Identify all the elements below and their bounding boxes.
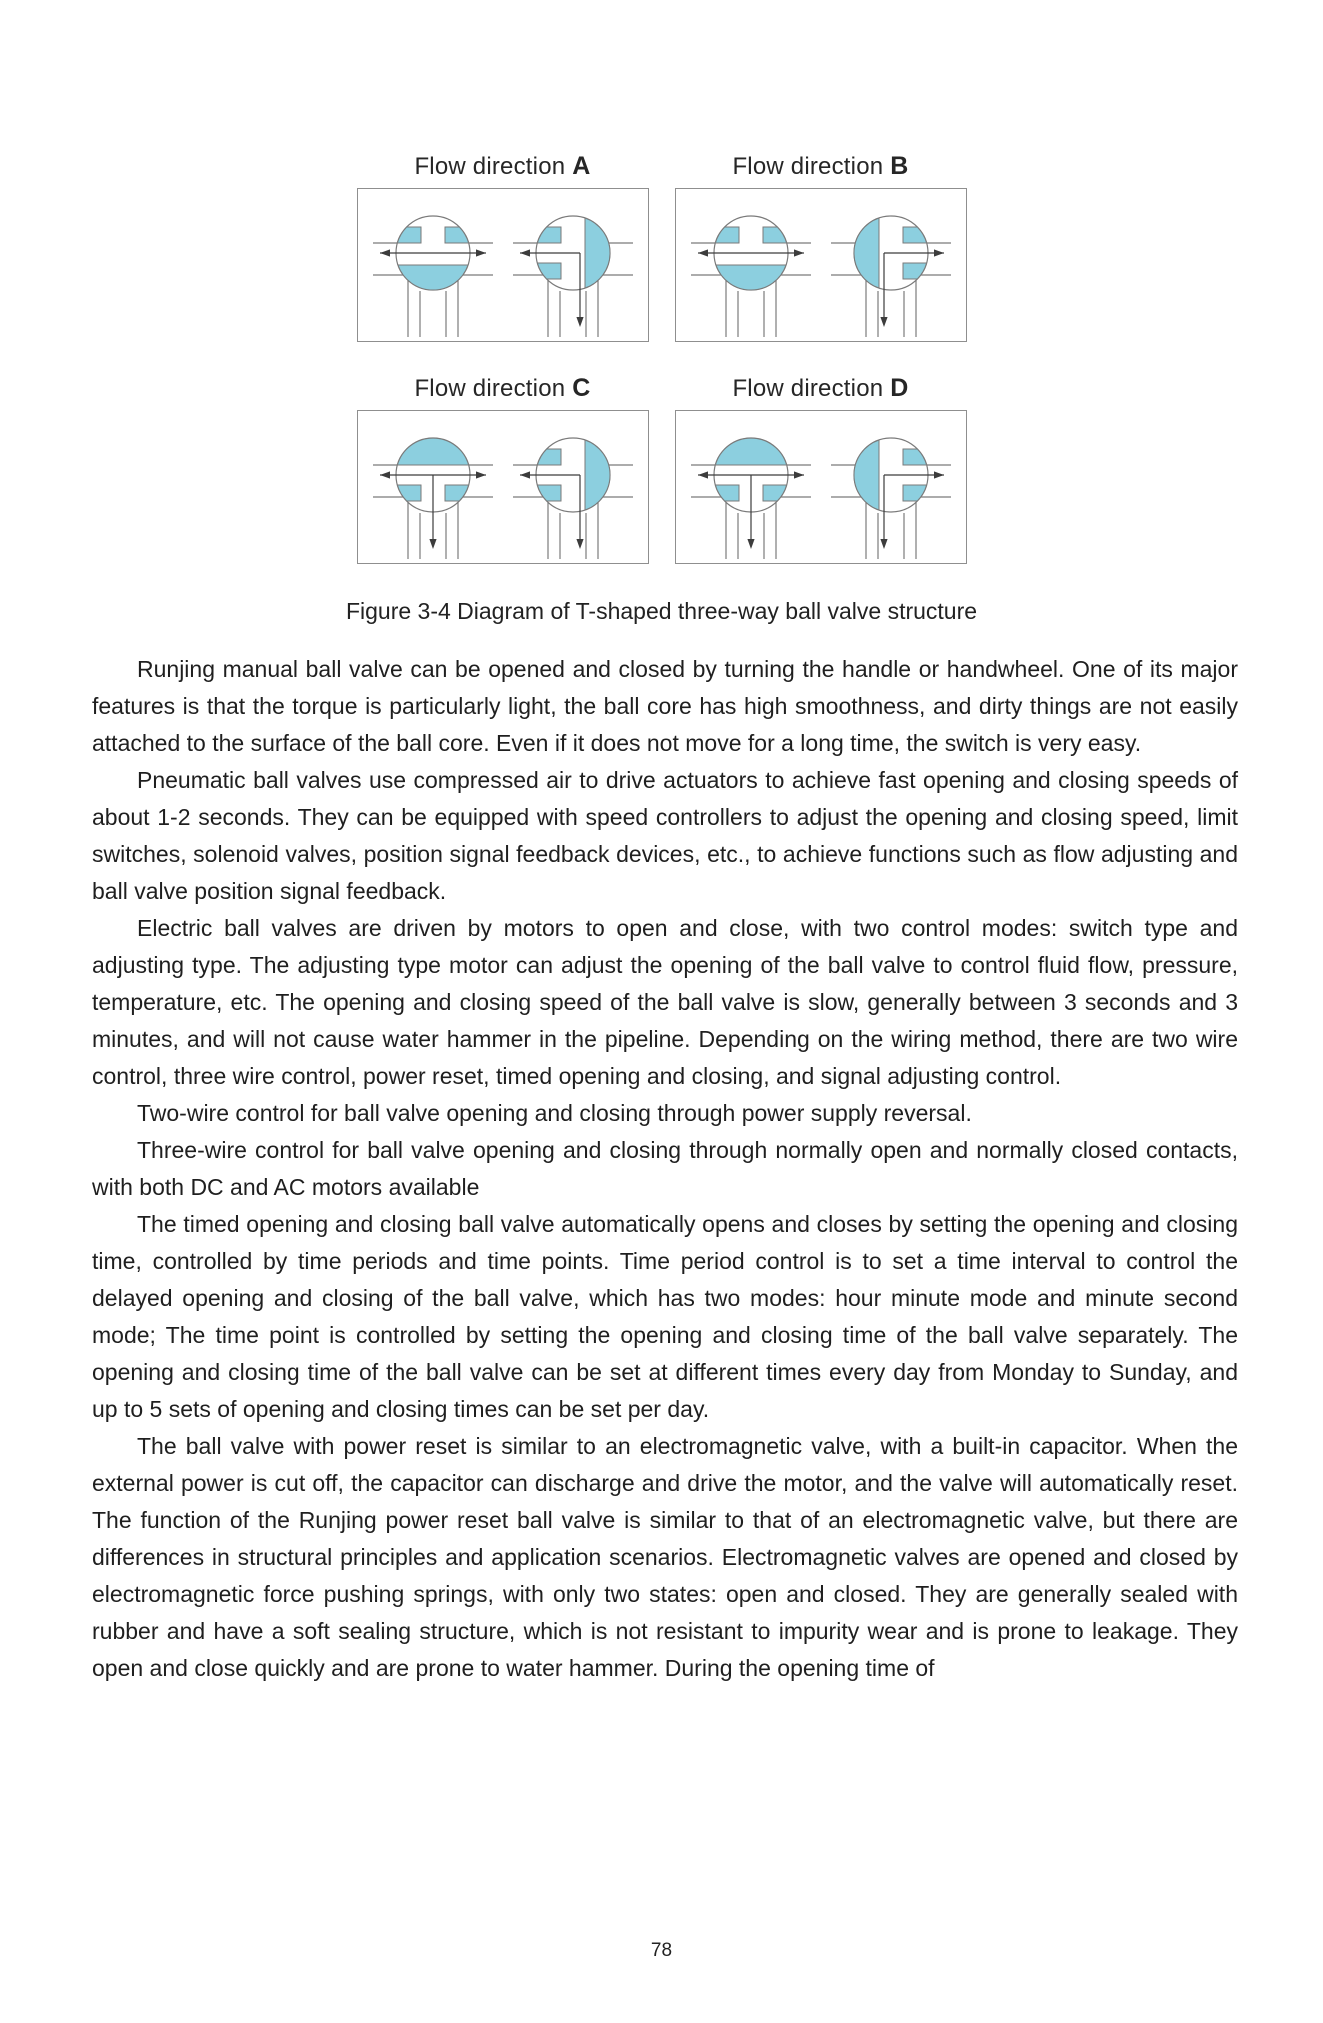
paragraph: Three-wire control for ball valve opening and closing through normally open and normally closed contacts, with both DC and AC motors available [92,1137,1238,1200]
valve-diagram-closed-bottom [686,191,816,339]
valve-diagram-elbow-right-down [826,191,956,339]
flow-direction-diagram-grid [357,152,967,564]
flow-panel-letter: B [890,152,909,180]
body-text [92,651,1238,1687]
flow-panel-box-D [675,410,967,564]
flow-panel-letter: C [572,374,591,402]
paragraph: Runjing manual ball valve can be opened and closed by turning the handle or handwheel. One of its major features is that the torque is particularly light, the ball core has high smoothness, and dirty things are not easily attached to the surface of the ball core. Even if it does not move for a long time, the switch is very easy. [92,656,1238,756]
valve-diagram-closed-bottom [368,191,498,339]
flow-panel-title-prefix: Flow direction [732,153,884,180]
flow-panel-C [357,374,649,564]
figure-caption: Figure 3-4 Diagram of T-shaped three-way ball valve structure [345,598,978,624]
flow-panel-box-C [357,410,649,564]
flow-panel-title-A [414,152,590,181]
flow-panel-D [675,374,967,564]
flow-panel-letter: D [890,374,909,402]
flow-panel-B [675,152,967,342]
flow-panel-box-A [357,188,649,342]
flow-panel-title-prefix: Flow direction [732,375,884,402]
valve-diagram-elbow-left-down [508,413,638,561]
flow-panel-letter: A [572,152,591,180]
flow-panel-title-B [732,152,908,181]
flow-panel-title-D [732,374,908,403]
figure-3-4 [357,152,967,564]
document-page [0,152,1323,2023]
page-number: 78 [650,1940,673,1961]
flow-panel-box-B [675,188,967,342]
paragraph: Electric ball valves are driven by motors to open and close, with two control modes: switch type and adjusting type. The adjusting type motor can adjust the opening of the ball valve to control fluid flow, pressure, temperature, etc. The opening and closing speed of the ball valve is slow, generally between 3 seconds and 3 minutes, and will not cause water hammer in the pipeline. Depending on the wiring method, there are two wire control, three wire control, power reset, timed opening and closing, and signal adjusting control. [92,915,1238,1089]
paragraph: The timed opening and closing ball valve automatically opens and closes by setting the opening and closing time, controlled by time periods and time points. Time period control is to set a time interval to control the delayed opening and closing of the ball valve, which has two modes: hour minute mode and minute second mode; The time point is controlled by setting the opening and closing time of the ball valve separately. The opening and closing time of the ball valve can be set at different times every day from Monday to Sunday, and up to 5 sets of opening and closing times can be set per day. [92,1211,1238,1422]
valve-diagram-elbow-right-down [826,413,956,561]
flow-panel-title-prefix: Flow direction [414,153,566,180]
valve-diagram-tee-down [686,413,816,561]
paragraph: The ball valve with power reset is similar to an electromagnetic valve, with a built-in capacitor. When the external power is cut off, the capacitor can discharge and drive the motor, and the valve will automatically reset. The function of the Runjing power reset ball valve is similar to that of an electromagnetic valve, but there are differences in structural principles and application scenarios. Electromagnetic valves are opened and closed by electromagnetic force pushing springs, with only two states: open and closed. They are generally sealed with rubber and have a soft sealing structure, which is not resistant to impurity wear and is prone to leakage. They open and close quickly and are prone to water hammer. During the opening time of [92,1433,1238,1681]
flow-panel-A [357,152,649,342]
valve-diagram-tee-down [368,413,498,561]
flow-panel-title-prefix: Flow direction [414,375,566,402]
paragraph: Pneumatic ball valves use compressed air to drive actuators to achieve fast opening and closing speeds of about 1-2 seconds. They can be equipped with speed controllers to adjust the opening and closing speed, limit switches, solenoid valves, position signal feedback devices, etc., to achieve functions such as flow adjusting and ball valve position signal feedback. [92,767,1238,904]
paragraph: Two-wire control for ball valve opening and closing through power supply reversal. [137,1100,972,1126]
flow-panel-title-C [414,374,590,403]
valve-diagram-elbow-left-down [508,191,638,339]
